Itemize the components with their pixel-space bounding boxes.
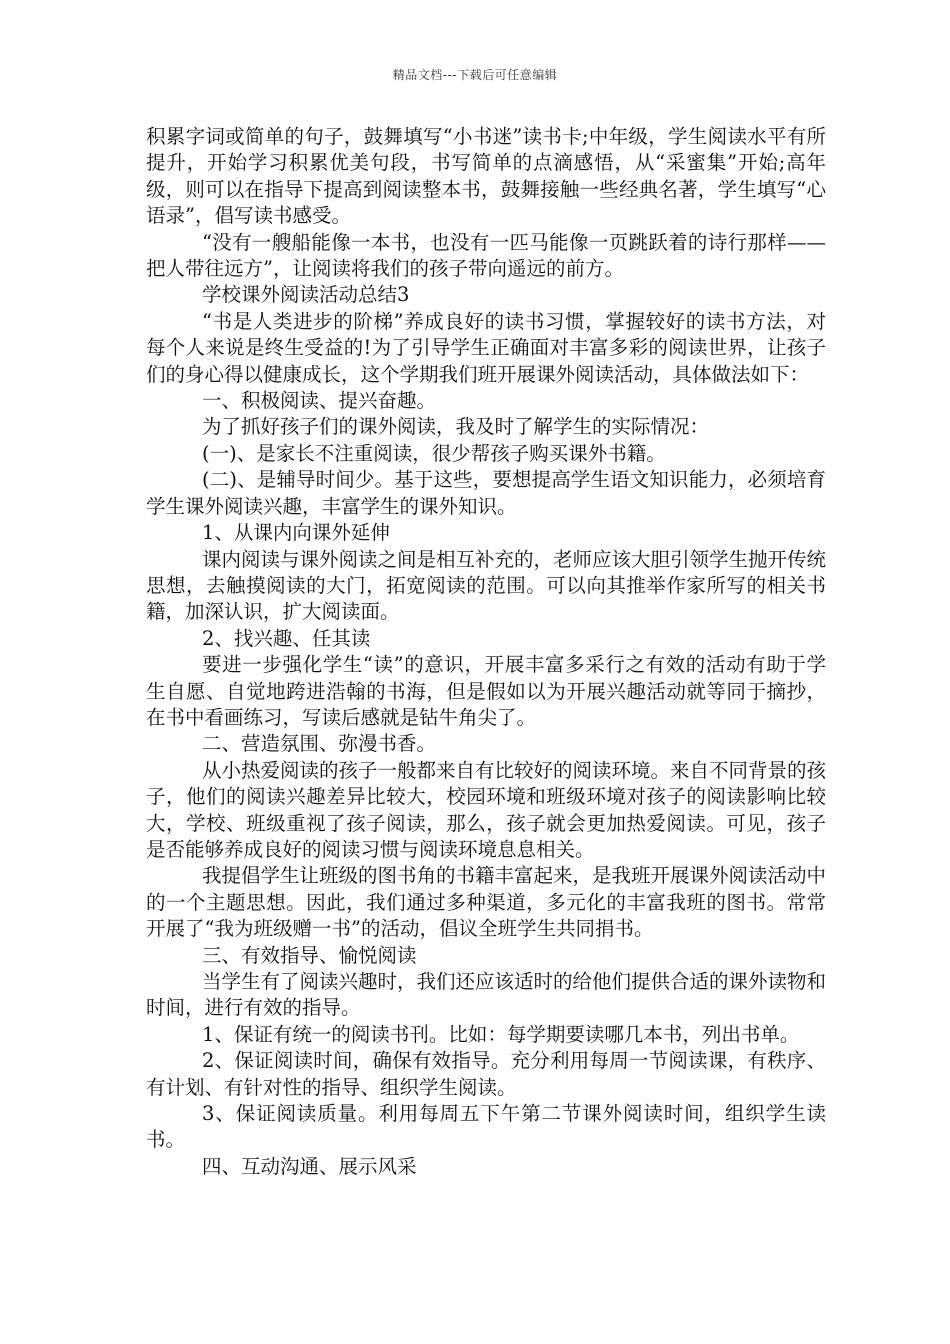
paragraph: (一)、是家长不注重阅读，很少帮孩子购买课外书籍。 (202, 441, 666, 465)
page-header: 精品文档---下载后可任意编辑 (392, 68, 558, 82)
document-body (146, 124, 826, 1180)
list-item: 1、保证有统一的阅读书刊。比如：每学期要读哪几本书，列出书单。 (202, 1022, 800, 1046)
paragraph: 为了抓好孩子们的课外阅读，我及时了解学生的实际情况： (202, 415, 710, 439)
list-item: 3、保证阅读质量。利用每周五下午第二节课外阅读时间，组织学生读书。 (146, 1102, 826, 1152)
paragraph: 课内阅读与课外阅读之间是相互补充的，老师应该大胆引领学生抛开传统思想，去触摸阅读的大门，拓宽阅读的范围。可以向其推举作家所写的相关书籍，加深认识，扩大阅读面。 (146, 547, 827, 624)
paragraph: 从小热爱阅读的孩子一般都来自有比较好的阅读环境。来自不同背景的孩子，他们的阅读兴趣差异比较大，校园环境和班级环境对孩子的阅读影响比较大，学校、班级重视了孩子阅读，那么，孩子就会更加热爱阅读。可见，孩子是否能够养成良好的阅读习惯与阅读环境息息相关。 (146, 758, 827, 861)
subheading: 1、从课内向课外延伸 (202, 521, 390, 545)
heading: 二、营造氛围、弥漫书香。 (202, 732, 437, 756)
heading: 三、有效指导、愉悦阅读 (202, 943, 417, 967)
heading: 四、互动沟通、展示风采 (202, 1154, 417, 1178)
paragraph: 要进一步强化学生“读”的意识，开展丰富多采行之有效的活动有助于学生自愿、自觉地跨进浩翰的书海，但是假如以为开展兴趣活动就等同于摘抄，在书中看画练习，写读后感就是钻牛角尖了。 (146, 653, 826, 729)
paragraph: “没有一艘船能像一本书，也没有一匹马能像一页跳跃着的诗行那样——把人带往远方”，让阅读将我们的孩子带向遥远的前方。 (146, 230, 826, 281)
paragraph: 当学生有了阅读兴趣时，我们还应该适时的给他们提供合适的课外读物和时间，进行有效的指导。 (146, 970, 827, 1020)
heading: 一、积极阅读、提兴奋趣。 (202, 389, 437, 413)
subheading: 2、找兴趣、任其读 (202, 626, 371, 650)
list-item: 2、保证阅读时间，确保有效指导。充分利用每周一节阅读课，有秩序、有计划、有针对性的指导、组织学生阅读。 (146, 1049, 826, 1099)
section-title: 学校课外阅读活动总结3 (202, 283, 410, 307)
paragraph: (二)、是辅导时间少。基于这些，要想提高学生语文知识能力，必须培育学生课外阅读兴趣，丰富学生的课外知识。 (146, 468, 826, 518)
paragraph: 积累字词或简单的句子，鼓舞填写“小书迷”读书卡;中年级，学生阅读水平有所提升，开始学习积累优美句段，书写简单的点滴感悟，从“采蜜集”开始;高年级，则可以在指导下提高到阅读整本书，鼓舞接触一些经典名著，学生填写“心语录”，倡写读书感受。 (146, 125, 826, 228)
paragraph: “书是人类进步的阶梯”养成良好的读书习惯，掌握较好的读书方法，对每个人来说是终生受益的!为了引导学生正确面对丰富多彩的阅读世界，让孩子们的身心得以健康成长，这个学期我们班开展课外阅读活动，具体做法如下： (146, 309, 826, 386)
paragraph: 我提倡学生让班级的图书角的书籍丰富起来，是我班开展课外阅读活动中的一个主题思想。因此，我们通过多种渠道，多元化的丰富我班的图书。常常开展了“我为班级赠一书”的活动，倡议全班学生共同捐书。 (146, 864, 827, 941)
